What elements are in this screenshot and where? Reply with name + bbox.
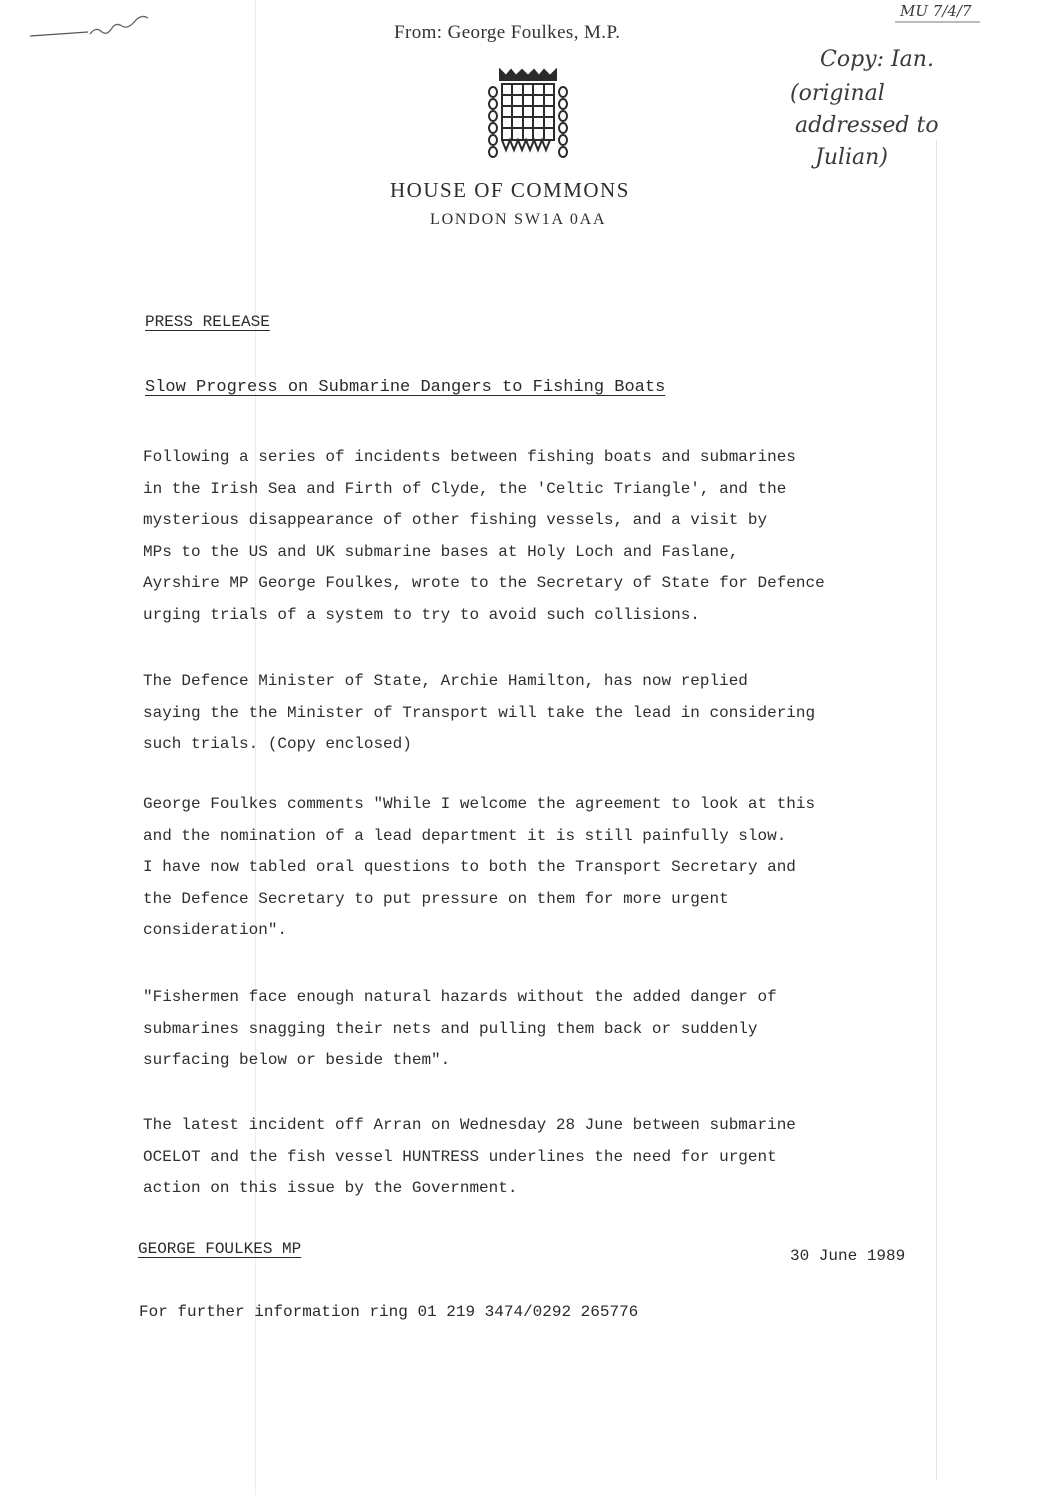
signature: GEORGE FOULKES MP [138,1240,302,1258]
house-of-commons-heading: HOUSE OF COMMONS [390,178,630,202]
paragraph-2 [143,666,815,761]
text-line: The Defence Minister of State, Archie Hamilton, has now replied [143,672,748,690]
text-line: action on this issue by the Government. [143,1179,518,1197]
handwritten-ref: MU 7/4/7 [900,2,972,20]
paragraph-1 [143,442,825,631]
pen-scribble-mark [28,12,168,42]
text-line: saying the the Minister of Transport will take the lead in considering [143,703,816,722]
handwritten-line-4: Julian) [815,145,888,170]
text-line: such trials. (Copy enclosed) [143,735,412,753]
paragraph-4 [143,982,777,1077]
text-line: consideration". [143,921,288,939]
text-line: "Fishermen face enough natural hazards without the added danger of [143,988,777,1006]
text-line: OCELOT and the fish vessel HUNTRESS underlines the need for urgent [143,1147,777,1166]
text-line: I have now tabled oral questions to both the Transport Secretary and [143,858,796,876]
paragraph-5 [143,1110,796,1205]
text-line: George Foulkes comments "While I welcome the agreement to look at this [143,795,816,813]
text-line: MPs to the US and UK submarine bases at Holy Loch and Faslane, [143,542,739,561]
text-line: Following a series of incidents between fishing boats and submarines [143,448,796,466]
handwritten-line-1: Copy: Ian. [820,47,934,72]
release-date: 30 June 1989 [790,1247,906,1265]
paragraph-3 [143,789,815,947]
contact-info: For further information ring 01 219 3474/0292 265776 [139,1303,639,1321]
press-release-title: Slow Progress on Submarine Dangers to Fishing Boats [145,378,666,397]
scan-edge-line [936,140,937,1480]
text-line: the Defence Secretary to put pressure on them for more urgent [143,889,729,908]
text-line: and the nomination of a lead department it is still painfully slow. [143,826,787,845]
text-line: surfacing below or beside them". [143,1051,451,1069]
handwritten-annotation [775,0,995,180]
text-line: in the Irish Sea and Firth of Clyde, the 'Celtic Triangle', and the [143,479,787,498]
portcullis-crest-icon [484,62,572,162]
text-line: Ayrshire MP George Foulkes, wrote to the Secretary of State for Defence [143,574,825,592]
letterhead-from: From: George Foulkes, M.P. [394,22,621,43]
letterhead-address: LONDON SW1A 0AA [430,211,607,228]
text-line: mysterious disappearance of other fishing vessels, and a visit by [143,511,768,529]
text-line: submarines snagging their nets and pulling them back or suddenly [143,1019,758,1038]
text-line: urging trials of a system to try to avoid such collisions. [143,605,700,624]
press-release-label: PRESS RELEASE [145,313,270,331]
handwritten-line-2: (original [790,81,885,106]
text-line: The latest incident off Arran on Wednesday 28 June between submarine [143,1116,796,1134]
handwritten-line-3: addressed to [795,113,939,138]
